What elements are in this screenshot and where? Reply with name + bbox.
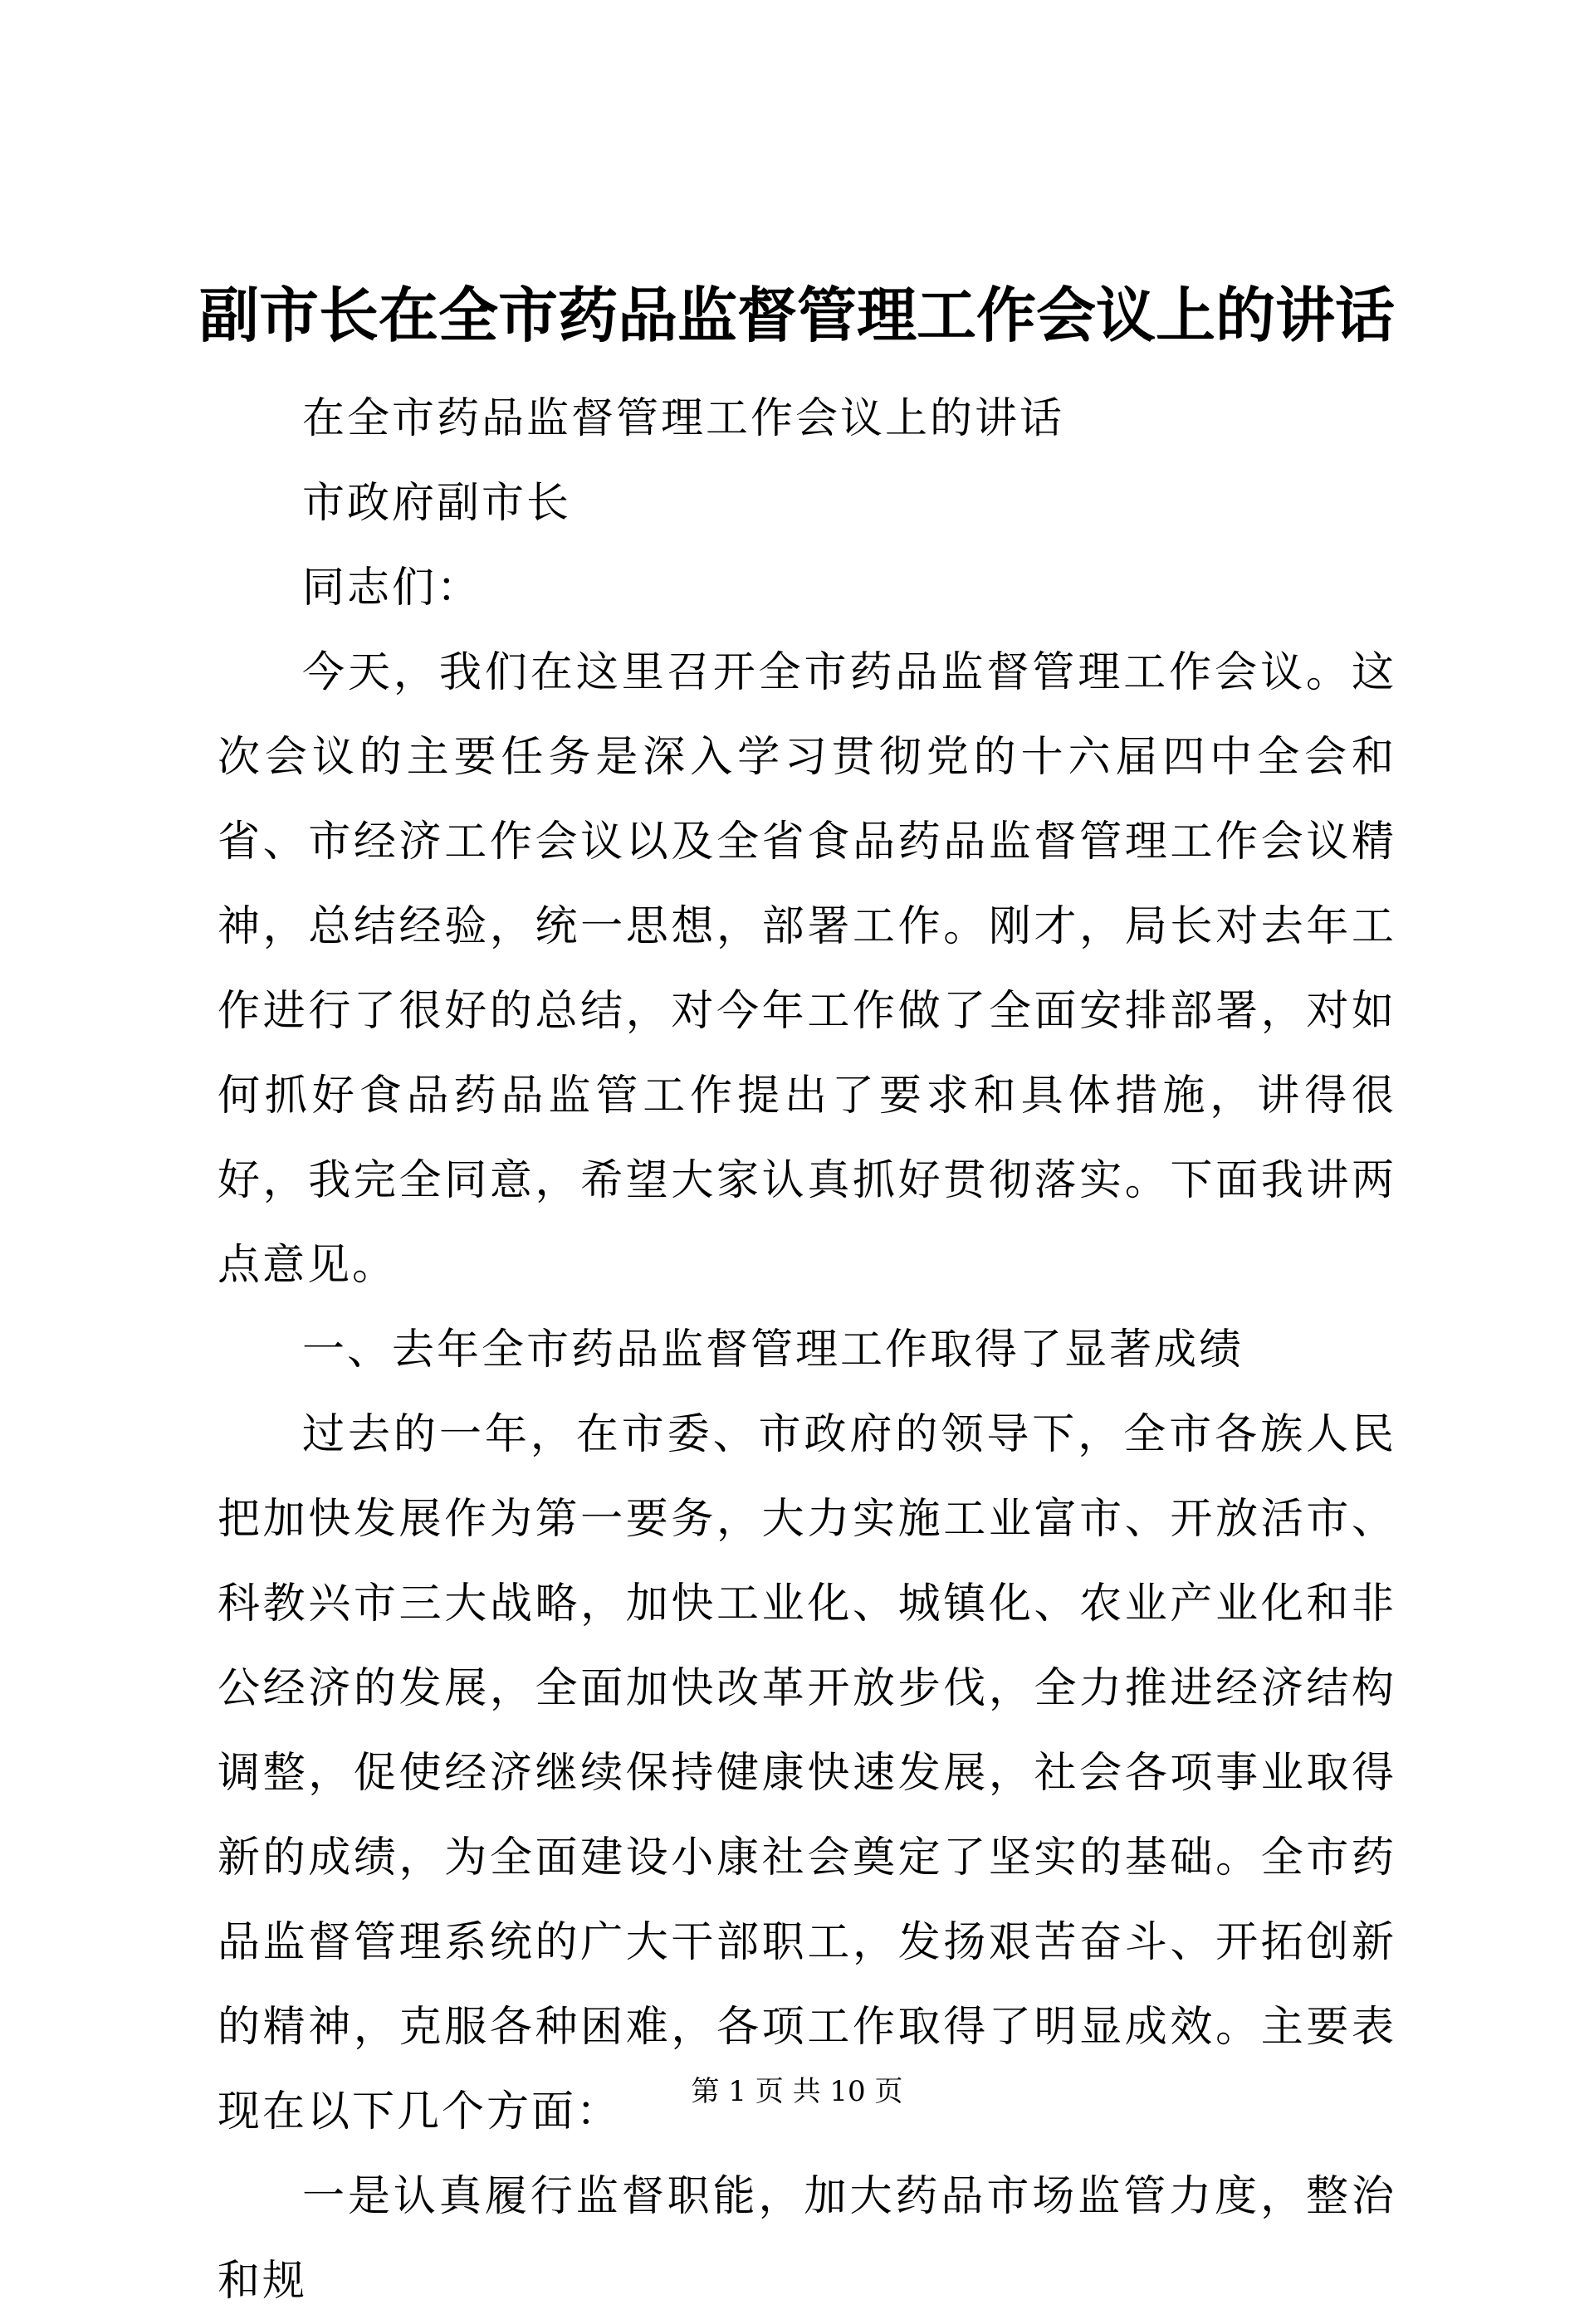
document-title: 副市长在全市药品监督管理工作会议上的讲话: [198, 280, 1395, 350]
intro-paragraph: 今天，我们在这里召开全市药品监督管理工作会议。这次会议的主要任务是深入学习贯彻党的十六届四中全会和省、市经济工作会议以及全省食品药品监督管理工作会议精神，总结经验，统一思想，部署工作。刚才，局长对去年工作进行了很好的总结，对今年工作做了全面安排部署，对如何抓好食品药品监管工作提出了要求和具体措施，讲得很好，我完全同意，希望大家认真抓好贯彻落实。下面我讲两点意见。: [218, 648, 1396, 1290]
page-footer: 第 1 页 共 10 页: [691, 2075, 903, 2108]
body-paragraph: 一是认真履行监督职能，加大药品市场监管力度，整治和规: [218, 2172, 1396, 2306]
section-heading: 一、去年全市药品监督管理工作取得了显著成绩: [302, 1326, 1244, 1374]
salutation-paragraph: 同志们：: [302, 564, 482, 613]
speaker-paragraph: 市政府副市长: [302, 479, 572, 528]
body-paragraph: 过去的一年，在市委、市政府的领导下，全市各族人民把加快发展作为第一要务，大力实施工业富市、开放活市、科教兴市三大战略，加快工业化、城镇化、农业产业化和非公经济的发展，全面加快改革开放步伐，全力推进经济结构调整，促使经济继续保持健康快速发展，社会各项事业取得新的成绩，为全面建设小康社会奠定了坚实的基础。全市药品监督管理系统的广大干部职工，发扬艰苦奋斗、开拓创新的精神，克服各种困难，各项工作取得了明显成效。主要表现在以下几个方面：: [218, 1410, 1396, 2136]
document-body: [218, 377, 1396, 2324]
subtitle-paragraph: 在全市药品监督管理工作会议上的讲话: [302, 394, 1065, 443]
